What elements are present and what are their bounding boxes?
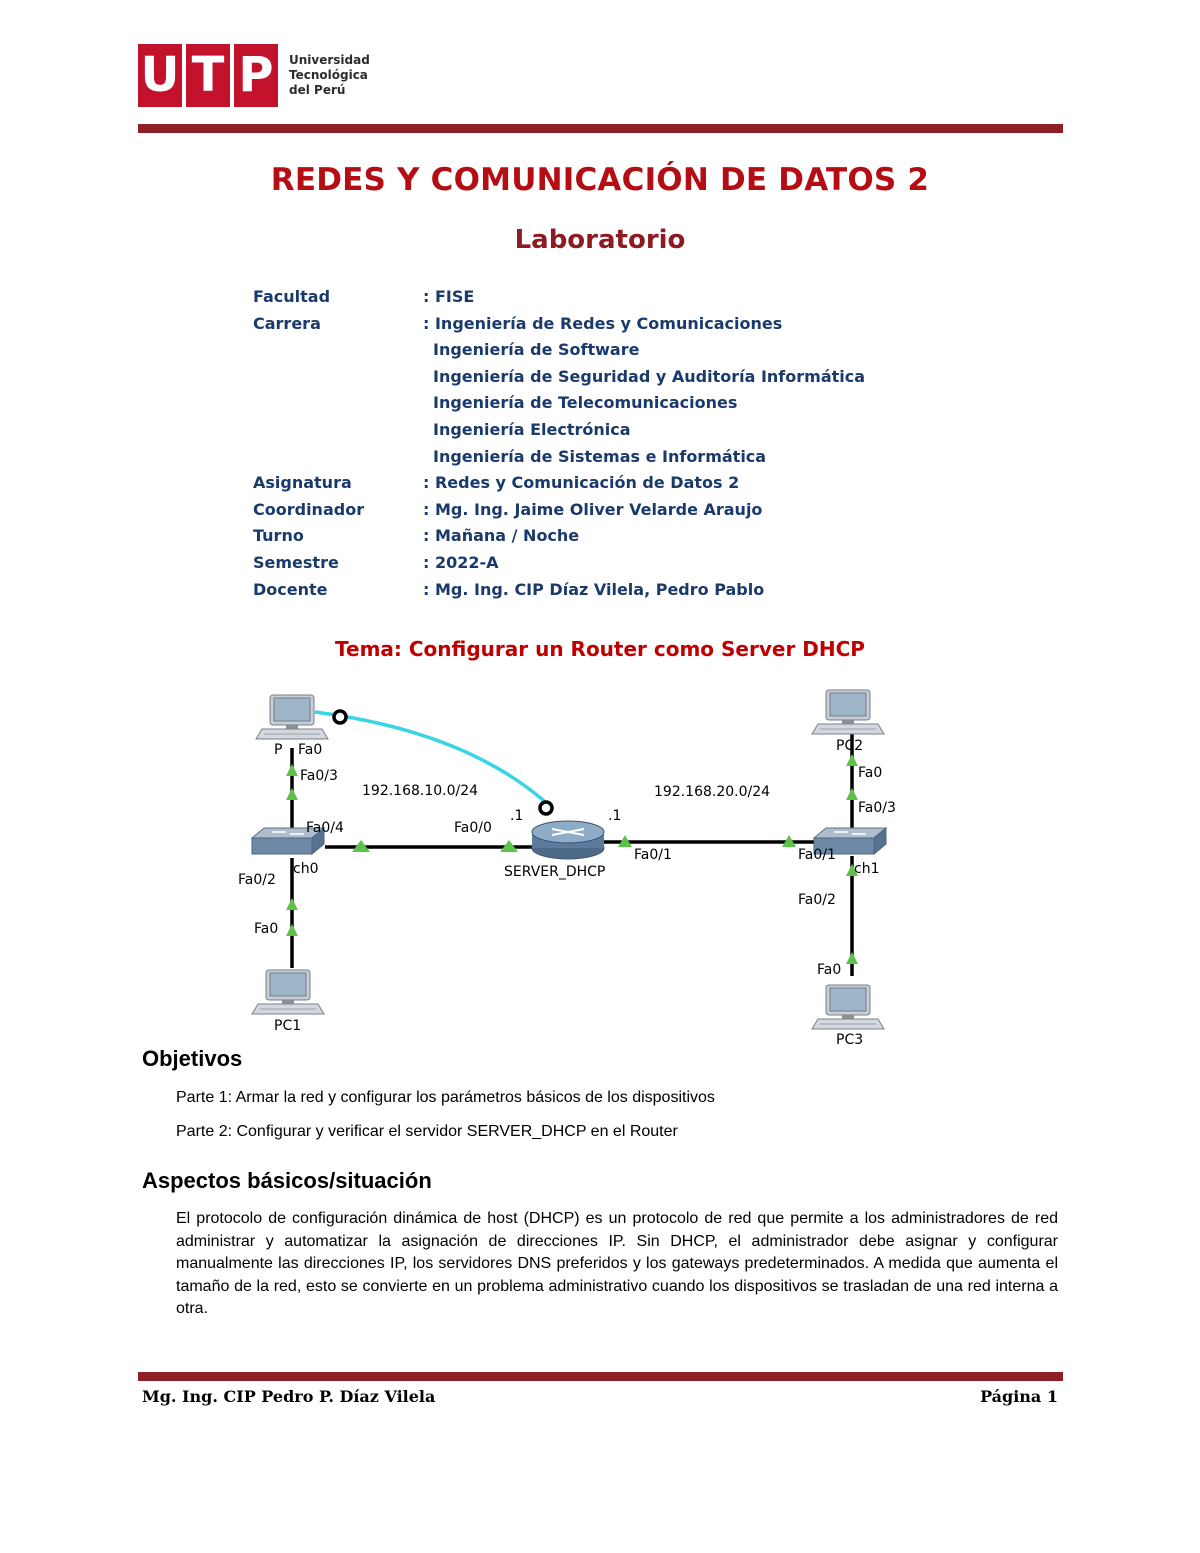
info-value: Ingeniería de Software <box>433 340 640 360</box>
sw1-port-fa02-label: Fa0/2 <box>798 892 836 908</box>
link-light-icon <box>286 898 298 910</box>
link-light-icon <box>846 952 858 964</box>
router-port-fa00-label: Fa0/0 <box>454 820 492 836</box>
pc1-computer-icon <box>252 970 324 1014</box>
pc1-name-label: PC1 <box>274 1018 302 1034</box>
logo-letter-t: T <box>191 47 225 103</box>
logo-letter-u: U <box>140 47 180 103</box>
sw0-port-fa03-label: Fa0/3 <box>300 768 338 784</box>
link-light-icon <box>286 764 298 776</box>
pc0-label: P <box>274 742 283 758</box>
sw1-port-fa01-label: Fa0/1 <box>798 847 836 863</box>
background-heading: Aspectos básicos/situación <box>142 1168 432 1193</box>
sw0-port-fa02-label: Fa0/2 <box>238 872 276 888</box>
objective-part-2: Parte 2: Configurar y verificar el servidor SERVER_DHCP en el Router <box>176 1123 678 1140</box>
pc1-port-label: Fa0 <box>254 921 279 937</box>
info-label: Turno <box>253 526 304 546</box>
info-value: : Mg. Ing. CIP Díaz Vilela, Pedro Pablo <box>423 579 765 599</box>
info-label: Coordinador <box>253 499 365 519</box>
pc3-computer-icon <box>812 985 884 1029</box>
logo-university-name <box>289 53 370 98</box>
info-value: Ingeniería de Sistemas e Informática <box>433 446 767 466</box>
network-topology-diagram <box>230 680 930 1060</box>
logo-box-u <box>138 44 182 107</box>
background-paragraph: El protocolo de configuración dinámica de host (DHCP) es un protocolo de red que permite a los administradores de red administrar y automatizar la asignación de direcciones IP. Sin DHCP, el administrador debe asignar y configurar manualmente las direcciones IP, los servidores DNS preferidos y los gateways predeterminados. A medida que aumenta el tamaño de la red, esto se convierte en un problema administrativo cuando los dispositivos se trasladan de una red interna a otra. <box>176 1210 1058 1317</box>
switch0-name-label: ch0 <box>293 861 319 877</box>
document-title: REDES Y COMUNICACIÓN DE DATOS 2 <box>270 162 930 198</box>
info-label: Semestre <box>253 552 339 572</box>
objectives-heading: Objetivos <box>142 1046 243 1071</box>
logo-line-2: Tecnológica <box>289 68 368 82</box>
info-value: Ingeniería de Telecomunicaciones <box>433 393 738 413</box>
info-label: Carrera <box>253 313 321 333</box>
console-connector-pc <box>334 711 346 723</box>
logo-box-t <box>186 44 230 107</box>
info-value: : Mañana / Noche <box>423 526 580 546</box>
router-name-label: SERVER_DHCP <box>504 864 606 880</box>
info-label: Facultad <box>253 287 331 306</box>
info-value: : Ingeniería de Redes y Comunicaciones <box>423 313 783 333</box>
objective-part-1: Parte 1: Armar la red y configurar los parámetros básicos de los dispositivos <box>176 1089 715 1106</box>
pc0-port-label: Fa0 <box>298 742 323 758</box>
pc3-port-label: Fa0 <box>817 962 842 978</box>
logo-line-1: Universidad <box>289 53 370 67</box>
footer-author: Mg. Ing. CIP Pedro P. Díaz Vilela <box>142 1387 436 1406</box>
pc2-name-label: PC2 <box>836 738 864 754</box>
info-value: : Redes y Comunicación de Datos 2 <box>423 473 740 493</box>
sw1-port-fa03-label: Fa0/3 <box>858 800 896 816</box>
header-rule <box>138 124 1063 133</box>
network-10-label: 192.168.10.0/24 <box>358 783 482 799</box>
router-icon <box>532 821 604 859</box>
pc2-computer-icon <box>812 690 884 734</box>
router-ip-left-label: .1 <box>510 808 524 824</box>
info-label: Asignatura <box>253 473 352 493</box>
sw0-port-fa04-label: Fa0/4 <box>306 820 344 836</box>
logo-letter-p: P <box>238 47 274 103</box>
info-label: Docente <box>253 579 328 599</box>
router-ip-right-label: .1 <box>608 808 622 824</box>
link-light-icon <box>846 754 858 766</box>
link-light-icon <box>286 788 298 800</box>
pc2-port-label: Fa0 <box>858 765 883 781</box>
console-connector-router <box>540 802 552 814</box>
document-subtitle: Laboratorio <box>514 225 686 255</box>
link-light-icon <box>286 924 298 936</box>
info-value: : 2022-A <box>423 552 499 572</box>
info-value: : Mg. Ing. Jaime Oliver Velarde Araujo <box>423 499 763 519</box>
info-value: Ingeniería Electrónica <box>433 419 631 439</box>
switch1-name-label: ch1 <box>854 861 880 877</box>
logo-box-p <box>234 44 278 107</box>
info-value: Ingeniería de Seguridad y Auditoría Informática <box>433 366 866 386</box>
footer-rule <box>138 1372 1063 1381</box>
footer-page-number: Página 1 <box>980 1387 1058 1406</box>
logo-line-3: del Perú <box>289 83 346 97</box>
link-light-icon <box>846 788 858 800</box>
info-value: : FISE <box>423 287 475 306</box>
router-port-fa01-label: Fa0/1 <box>634 847 672 863</box>
network-20-label: 192.168.20.0/24 <box>650 784 774 800</box>
pc0-computer-icon <box>256 695 328 739</box>
pc3-name-label: PC3 <box>836 1032 864 1048</box>
topic-heading: Tema: Configurar un Router como Server DHCP <box>335 637 865 661</box>
